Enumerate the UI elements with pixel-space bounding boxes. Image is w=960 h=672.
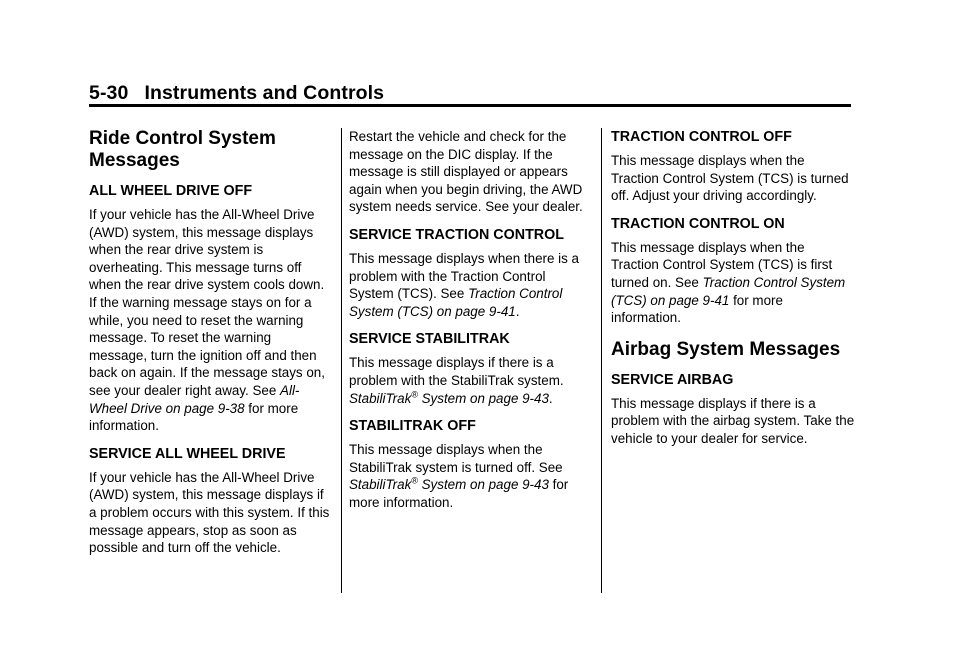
text: This message displays if there is a problem with the StabiliTrak system.: [349, 355, 564, 388]
heading-service-airbag: SERVICE AIRBAG: [611, 371, 734, 388]
column-divider-1: [341, 128, 342, 593]
text: StabiliTrak: [349, 477, 412, 493]
heading-traction-control-on: TRACTION CONTROL ON: [611, 215, 785, 232]
heading-service-stabilitrak: SERVICE STABILITRAK: [349, 331, 510, 348]
paragraph-awd-off: [89, 206, 331, 435]
text: .: [548, 390, 553, 406]
cross-reference-tcs[interactable]: Traction Control System (TCS) on page 9-41: [349, 286, 563, 319]
text: for more information.: [349, 477, 569, 510]
paragraph-service-stabilitrak: [349, 354, 591, 407]
heading-traction-control-off: TRACTION CONTROL OFF: [611, 129, 792, 145]
text: StabiliTrak: [349, 390, 412, 406]
text: .: [515, 303, 520, 319]
cross-reference-stabilitrak[interactable]: [349, 391, 549, 406]
paragraph-service-airbag: This message displays if there is a problem with the airbag system. Take the vehicle to your dealer for service.: [611, 395, 855, 446]
cross-reference-stabilitrak[interactable]: [349, 477, 549, 492]
heading-awd-off: ALL WHEEL DRIVE OFF: [89, 183, 253, 199]
text: This message displays when there is a problem with the Traction Control System (TCS). See: [349, 250, 579, 302]
heading-stabilitrak-off: STABILITRAK OFF: [349, 418, 476, 435]
paragraph-restart: Restart the vehicle and check for the message on the DIC display. If the message is still displayed or appears again when you begin driving, the AWD system needs service. See your dealer.: [349, 129, 583, 215]
paragraph-traction-control-off: This message displays when the Traction Control System (TCS) is turned off. Adjust your driving accordingly.: [611, 153, 849, 204]
page-header: [89, 82, 384, 105]
text: System on page 9-43: [417, 390, 549, 406]
column-divider-2: [601, 128, 602, 593]
heading-service-awd: SERVICE ALL WHEEL DRIVE: [89, 445, 286, 462]
header-rule: [89, 104, 851, 107]
page-number: 5-30: [89, 82, 129, 104]
heading-service-traction: SERVICE TRACTION CONTROL: [349, 226, 564, 243]
paragraph-service-traction: [349, 250, 591, 320]
text: for more information.: [89, 400, 299, 434]
text: System on page 9-43: [417, 477, 549, 493]
section-title-airbag: Airbag System Messages: [611, 338, 841, 360]
section-title-ride-control: Ride Control System Messages: [89, 128, 276, 171]
cross-reference-awd[interactable]: All-Wheel Drive on page 9-38: [89, 382, 300, 416]
registered-mark: ®: [411, 389, 418, 400]
chapter-title: Instruments and Controls: [144, 82, 385, 104]
column-2: [349, 128, 591, 520]
text: If your vehicle has the All-Wheel Drive (AWD) system, this message displays when the rear drive system is overheating. This message turns off when the rear drive system cools down. If the warning message stays on for a while, you need to reset the warning message. To reset the warning message, turn the ignition off and then back on again. If the message stays on, see your dealer right away. See: [89, 207, 325, 398]
column-3: [611, 128, 855, 456]
text: This message displays when the StabiliTrak system is turned off. See: [349, 442, 563, 475]
paragraph-stabilitrak-off: [349, 441, 591, 511]
text: This message displays when the Traction Control System (TCS) is first turned on. See: [611, 239, 833, 290]
registered-mark: ®: [411, 475, 418, 486]
text: for more information.: [611, 292, 783, 326]
column-1: [89, 128, 331, 565]
cross-reference-tcs[interactable]: Traction Control System (TCS) on page 9-41: [611, 274, 846, 308]
paragraph-service-awd: If your vehicle has the All-Wheel Drive (AWD) system, this message displays if a problem occurs with this system. If this message appears, stop as soon as possible and turn off the vehicle.: [89, 469, 330, 556]
paragraph-traction-control-on: [611, 239, 855, 327]
